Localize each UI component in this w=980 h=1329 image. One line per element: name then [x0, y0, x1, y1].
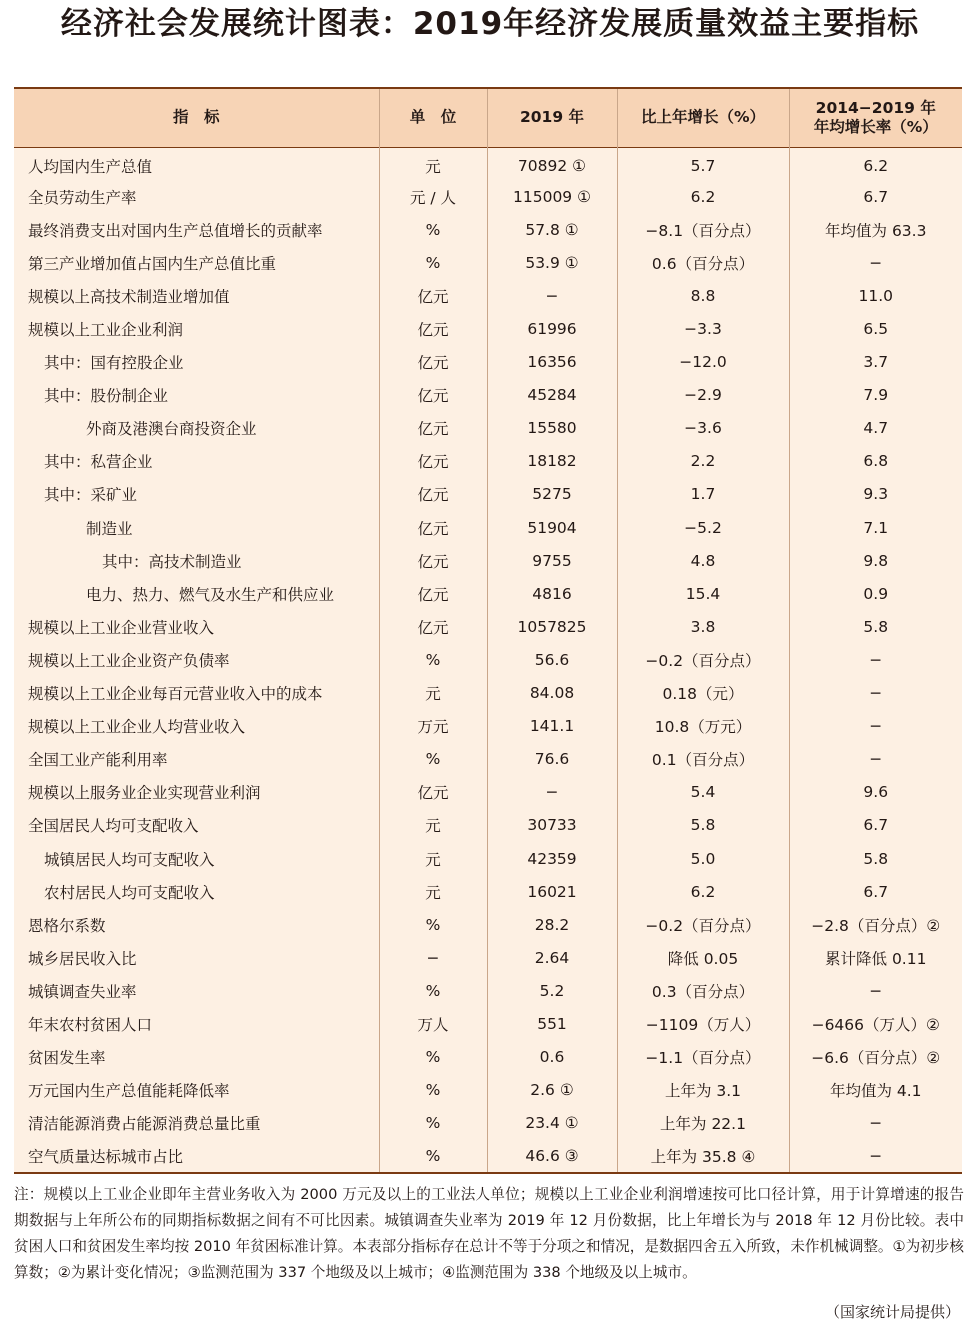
table-row	[14, 213, 962, 246]
cell-unit: 亿元	[379, 544, 487, 577]
cell-2019: 53.9 ①	[487, 246, 617, 279]
cell-avg-growth: 5.8	[789, 842, 962, 875]
cell-2019: 56.6	[487, 643, 617, 676]
cell-growth: 6.2	[617, 180, 789, 213]
cell-growth: 上年为 22.1	[617, 1107, 789, 1140]
cell-indicator: 年末农村贫困人口	[28, 1015, 153, 1034]
cell-unit: 万人	[379, 1007, 487, 1040]
cell-2019: 9755	[487, 544, 617, 577]
cell-avg-growth: −2.8（百分点）②	[789, 908, 962, 941]
cell-avg-growth: −6.6（百分点）②	[789, 1041, 962, 1074]
table-row	[14, 1107, 962, 1140]
cell-unit: 元	[379, 809, 487, 842]
cell-2019: 551	[487, 1007, 617, 1040]
table-row	[14, 908, 962, 941]
cell-indicator: 空气质量达标城市占比	[28, 1147, 184, 1166]
table-row	[14, 1007, 962, 1040]
table-row	[14, 776, 962, 809]
cell-avg-growth: 11.0	[789, 279, 962, 312]
cell-indicator: 全国工业产能利用率	[28, 751, 168, 770]
cell-avg-growth: −	[789, 710, 962, 743]
cell-2019: 141.1	[487, 710, 617, 743]
cell-unit: 亿元	[379, 445, 487, 478]
cell-2019: 28.2	[487, 908, 617, 941]
cell-indicator: 其中：高技术制造业	[102, 552, 242, 571]
cell-avg-growth: 累计降低 0.11	[789, 941, 962, 974]
cell-growth: −8.1（百分点）	[617, 213, 789, 246]
table-row	[14, 1074, 962, 1107]
cell-avg-growth: 4.7	[789, 412, 962, 445]
cell-unit: %	[379, 1041, 487, 1074]
table-row	[14, 346, 962, 379]
table-row	[14, 577, 962, 610]
cell-unit: 亿元	[379, 776, 487, 809]
cell-2019: 57.8 ①	[487, 213, 617, 246]
cell-indicator: 城镇调查失业率	[28, 982, 137, 1001]
table-row	[14, 279, 962, 312]
cell-growth: 4.8	[617, 544, 789, 577]
cell-avg-growth: 7.9	[789, 379, 962, 412]
cell-avg-growth: −	[789, 1140, 962, 1173]
cell-unit: %	[379, 1074, 487, 1107]
cell-indicator: 外商及港澳台商投资企业	[86, 420, 257, 439]
cell-avg-growth: 年均值为 4.1	[789, 1074, 962, 1107]
cell-indicator: 其中：采矿业	[44, 486, 138, 505]
cell-growth: 8.8	[617, 279, 789, 312]
cell-avg-growth: 9.3	[789, 478, 962, 511]
cell-growth: 0.6（百分点）	[617, 246, 789, 279]
cell-growth: 0.18（元）	[617, 677, 789, 710]
cell-indicator: 规模以上工业企业人均营业收入	[28, 718, 246, 737]
cell-growth: 6.2	[617, 875, 789, 908]
cell-growth: −0.2（百分点）	[617, 643, 789, 676]
cell-avg-growth: 6.2	[789, 147, 962, 180]
cell-growth: 5.7	[617, 147, 789, 180]
cell-unit: 元	[379, 147, 487, 180]
cell-growth: 1.7	[617, 478, 789, 511]
cell-2019: 2.64	[487, 941, 617, 974]
cell-unit: −	[379, 941, 487, 974]
cell-unit: 亿元	[379, 379, 487, 412]
table-row	[14, 478, 962, 511]
cell-indicator: 规模以上工业企业营业收入	[28, 618, 215, 637]
cell-avg-growth: 5.8	[789, 610, 962, 643]
cell-growth: 降低 0.05	[617, 941, 789, 974]
header-indicator: 指 标	[172, 108, 220, 127]
cell-indicator: 制造业	[86, 519, 133, 538]
cell-avg-growth: 6.7	[789, 875, 962, 908]
cell-growth: −12.0	[617, 346, 789, 379]
cell-indicator: 清洁能源消费占能源消费总量比重	[28, 1115, 261, 1134]
cell-growth: 2.2	[617, 445, 789, 478]
cell-avg-growth: 年均值为 63.3	[789, 213, 962, 246]
cell-growth: 上年为 35.8 ④	[617, 1140, 789, 1173]
cell-indicator: 规模以上高技术制造业增加值	[28, 287, 230, 306]
cell-indicator: 其中：股份制企业	[44, 387, 169, 406]
table-row	[14, 412, 962, 445]
cell-indicator: 电力、热力、燃气及水生产和供应业	[86, 585, 335, 604]
cell-2019: 51904	[487, 511, 617, 544]
cell-indicator: 规模以上工业企业利润	[28, 321, 184, 340]
cell-indicator: 其中：私营企业	[44, 453, 153, 472]
cell-unit: 万元	[379, 710, 487, 743]
cell-growth: 15.4	[617, 577, 789, 610]
cell-indicator: 万元国内生产总值能耗降低率	[28, 1082, 230, 1101]
cell-growth: −1109（万人）	[617, 1007, 789, 1040]
cell-2019: 84.08	[487, 677, 617, 710]
table-row	[14, 511, 962, 544]
cell-avg-growth: −	[789, 246, 962, 279]
table-row	[14, 246, 962, 279]
table-row	[14, 1140, 962, 1173]
cell-unit: 亿元	[379, 511, 487, 544]
cell-2019: 4816	[487, 577, 617, 610]
cell-2019: 5275	[487, 478, 617, 511]
cell-avg-growth: 7.1	[789, 511, 962, 544]
cell-growth: 0.1（百分点）	[617, 743, 789, 776]
cell-unit: 元	[379, 875, 487, 908]
cell-unit: 亿元	[379, 312, 487, 345]
cell-avg-growth: 6.5	[789, 312, 962, 345]
cell-2019: −	[487, 279, 617, 312]
cell-unit: 亿元	[379, 610, 487, 643]
cell-indicator: 贫困发生率	[28, 1049, 106, 1068]
cell-growth: −3.3	[617, 312, 789, 345]
cell-indicator: 规模以上工业企业每百元营业收入中的成本	[28, 685, 323, 704]
cell-unit: %	[379, 908, 487, 941]
table-row	[14, 974, 962, 1007]
table-row	[14, 147, 962, 180]
table-header-row	[14, 88, 962, 147]
table-row	[14, 809, 962, 842]
cell-indicator: 第三产业增加值占国内生产总值比重	[28, 254, 277, 273]
cell-2019: 42359	[487, 842, 617, 875]
cell-avg-growth: 3.7	[789, 346, 962, 379]
cell-2019: 16021	[487, 875, 617, 908]
cell-2019: 61996	[487, 312, 617, 345]
cell-2019: 76.6	[487, 743, 617, 776]
cell-unit: %	[379, 1107, 487, 1140]
cell-unit: 亿元	[379, 279, 487, 312]
cell-indicator: 人均国内生产总值	[28, 158, 153, 177]
cell-unit: %	[379, 1140, 487, 1173]
cell-2019: 5.2	[487, 974, 617, 1007]
cell-growth: 5.0	[617, 842, 789, 875]
source-credit: （国家统计局提供）	[824, 1303, 960, 1321]
cell-indicator: 城乡居民收入比	[28, 949, 137, 968]
cell-2019: 46.6 ③	[487, 1140, 617, 1173]
cell-avg-growth: −6466（万人）②	[789, 1007, 962, 1040]
cell-unit: 亿元	[379, 346, 487, 379]
header-unit: 单 位	[379, 88, 487, 147]
cell-indicator: 全国居民人均可支配收入	[28, 817, 199, 836]
cell-2019: 30733	[487, 809, 617, 842]
cell-2019: 2.6 ①	[487, 1074, 617, 1107]
cell-growth: −1.1（百分点）	[617, 1041, 789, 1074]
cell-growth: 0.3（百分点）	[617, 974, 789, 1007]
cell-2019: 18182	[487, 445, 617, 478]
header-avg-growth: 2014−2019 年 年均增长率（%）	[789, 88, 962, 147]
cell-indicator: 规模以上服务业企业实现营业利润	[28, 784, 261, 803]
cell-growth: 上年为 3.1	[617, 1074, 789, 1107]
cell-indicator: 恩格尔系数	[28, 916, 106, 935]
cell-growth: 5.8	[617, 809, 789, 842]
cell-2019: 1057825	[487, 610, 617, 643]
table-row	[14, 180, 962, 213]
table-row	[14, 379, 962, 412]
cell-indicator: 最终消费支出对国内生产总值增长的贡献率	[28, 221, 323, 240]
cell-avg-growth: 6.7	[789, 180, 962, 213]
cell-growth: −5.2	[617, 511, 789, 544]
cell-2019: 70892 ①	[487, 147, 617, 180]
cell-indicator: 其中：国有控股企业	[44, 354, 184, 373]
cell-unit: 元 / 人	[379, 180, 487, 213]
table-row	[14, 445, 962, 478]
cell-2019: 23.4 ①	[487, 1107, 617, 1140]
cell-growth: −3.6	[617, 412, 789, 445]
cell-avg-growth: 9.8	[789, 544, 962, 577]
cell-growth: 3.8	[617, 610, 789, 643]
table-row	[14, 643, 962, 676]
table-row	[14, 710, 962, 743]
page-title: 经济社会发展统计图表：2019年经济发展质量效益主要指标	[60, 6, 920, 42]
header-growth: 比上年增长（%）	[617, 88, 789, 147]
table-body	[14, 147, 962, 1173]
table-row	[14, 544, 962, 577]
cell-avg-growth: −	[789, 643, 962, 676]
indicators-table	[14, 87, 962, 1174]
cell-unit: 亿元	[379, 412, 487, 445]
cell-avg-growth: 9.6	[789, 776, 962, 809]
table-row	[14, 677, 962, 710]
table-row	[14, 312, 962, 345]
cell-growth: 10.8（万元）	[617, 710, 789, 743]
cell-growth: −2.9	[617, 379, 789, 412]
cell-unit: %	[379, 643, 487, 676]
cell-unit: 元	[379, 677, 487, 710]
header-2019: 2019 年	[487, 88, 617, 147]
cell-2019: −	[487, 776, 617, 809]
table-row	[14, 610, 962, 643]
cell-2019: 0.6	[487, 1041, 617, 1074]
cell-indicator: 规模以上工业企业资产负债率	[28, 651, 230, 670]
cell-avg-growth: −	[789, 677, 962, 710]
table-row	[14, 941, 962, 974]
cell-unit: %	[379, 213, 487, 246]
cell-unit: 亿元	[379, 478, 487, 511]
cell-growth: 5.4	[617, 776, 789, 809]
table-row	[14, 1041, 962, 1074]
cell-2019: 45284	[487, 379, 617, 412]
table-row	[14, 875, 962, 908]
cell-avg-growth: 6.8	[789, 445, 962, 478]
cell-unit: %	[379, 246, 487, 279]
cell-unit: %	[379, 974, 487, 1007]
cell-avg-growth: 0.9	[789, 577, 962, 610]
cell-indicator: 全员劳动生产率	[28, 188, 137, 207]
cell-2019: 15580	[487, 412, 617, 445]
cell-indicator: 城镇居民人均可支配收入	[44, 850, 215, 869]
table-row	[14, 743, 962, 776]
cell-unit: 元	[379, 842, 487, 875]
cell-unit: %	[379, 743, 487, 776]
cell-2019: 115009 ①	[487, 180, 617, 213]
cell-avg-growth: −	[789, 974, 962, 1007]
cell-avg-growth: −	[789, 1107, 962, 1140]
cell-indicator: 农村居民人均可支配收入	[44, 883, 215, 902]
cell-2019: 16356	[487, 346, 617, 379]
cell-avg-growth: 6.7	[789, 809, 962, 842]
cell-avg-growth: −	[789, 743, 962, 776]
table-row	[14, 842, 962, 875]
cell-unit: 亿元	[379, 577, 487, 610]
footnote: 注：规模以上工业企业即年主营业务收入为 2000 万元及以上的工业法人单位；规模以上工业企业利润增速按可比口径计算，用于计算增速的报告期数据与上年所公布的同期指标数据之间有不可比因素。城镇调查失业率为 2019 年 12 月份数据，比上年增长为与 2018 年 12 月份比较。表中贫困人口和贫困发生率均按 2010 年贫困标准计算。本表部分指标存在总计不等于分项之和情况，是数据四舍五入所致，未作机械调整。①为初步核算数；②为累计变化情况；③监测范围为 337 个地级及以上城市；④监测范围为 338 个地级及以上城市。	[14, 1186, 964, 1281]
cell-growth: −0.2（百分点）	[617, 908, 789, 941]
